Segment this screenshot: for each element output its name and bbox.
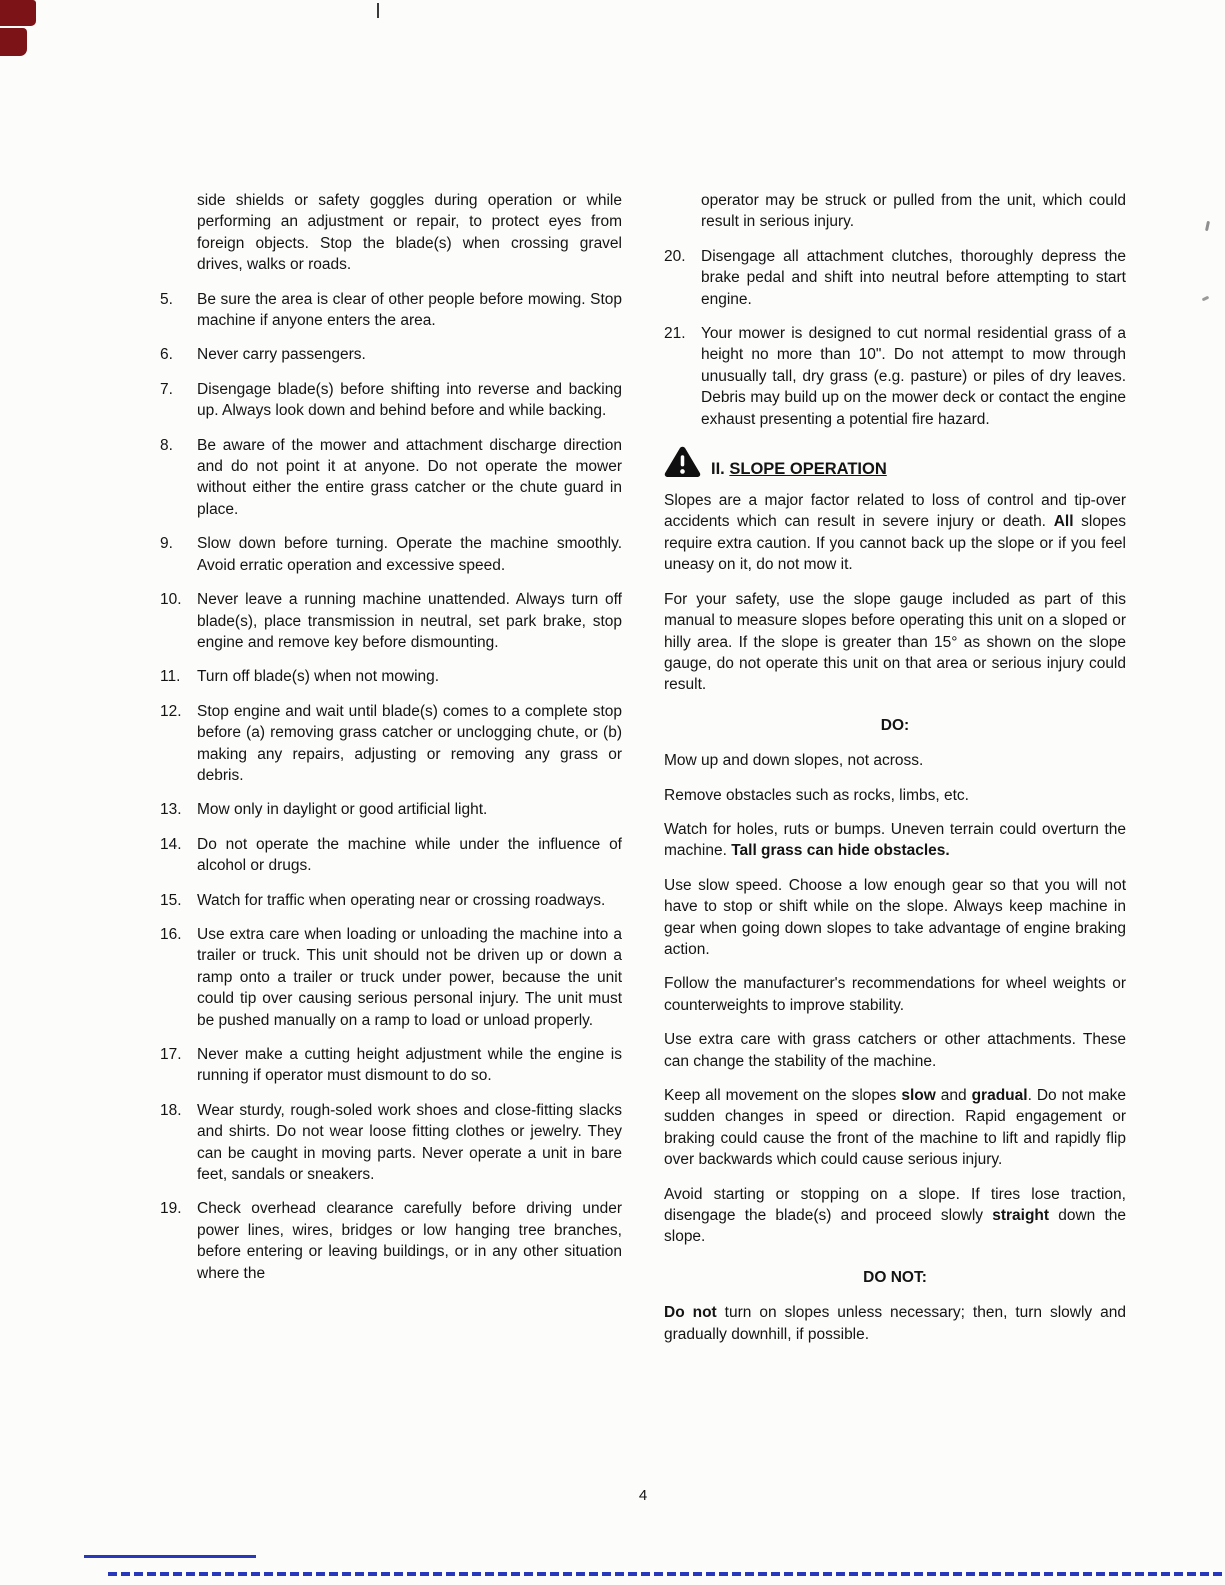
scan-blue-line-short: [84, 1555, 256, 1558]
page-number: 4: [638, 1487, 648, 1504]
item-number: 14.: [160, 835, 182, 853]
item-text: Mow only in daylight or good artificial light.: [197, 801, 488, 819]
numbered-list-item: [160, 289, 622, 332]
item-text: Your mower is designed to cut normal residential grass of a height no more than 10". Do not attempt to mow through unusually tall, dry grass (e.g. pasture) or piles of dry leaves. Debris may build up on the mower deck or contact the engine exhaust presenting a potential fire hazard.: [701, 325, 1126, 428]
paragraph: Keep all movement on the slopes slow and gradual. Do not make sudden changes in speed or direction. Rapid engagement or braking could cause the front of the machine to lift and rapidly flip over backwards which could cause serious injury.: [664, 1087, 1126, 1169]
slope-heading-text: [711, 460, 887, 478]
scan-blue-line-dashed: [108, 1572, 1225, 1576]
paragraph: Do not turn on slopes unless necessary; then, turn slowly and gradually downhill, if possible.: [664, 1304, 1126, 1343]
scan-stain-top-left-1: [0, 0, 36, 26]
item-number: 13.: [160, 801, 182, 819]
item-number: 10.: [160, 591, 182, 609]
numbered-list-item: [160, 379, 622, 422]
warning-triangle-icon: [664, 445, 701, 478]
item-number: 5.: [160, 290, 173, 308]
numbered-list-item: [160, 533, 622, 576]
item-number: 20.: [664, 247, 686, 265]
numbered-list-right: [664, 246, 1126, 430]
item-text: Turn off blade(s) when not mowing.: [197, 668, 440, 686]
right-column: [664, 190, 1126, 1358]
paragraph: Remove obstacles such as rocks, limbs, etc.: [664, 786, 969, 804]
lead-paragraph-left: side shields or safety goggles during operation or while performing an adjustment or repair, to protect eyes from foreign objects. Stop the blade(s) when crossing gravel drives, walks or roads.: [197, 192, 622, 274]
item-text: Watch for traffic when operating near or crossing roadways.: [197, 891, 606, 909]
slope-paragraph: Slopes are a major factor related to loss of control and tip-over accidents which can result in severe injury or death. All slopes require extra caution. If you cannot back up the slope or if you feel uneasy on it, do not mow it.: [664, 492, 1126, 574]
numbered-list-item: [664, 323, 1126, 430]
lead-paragraph-right: operator may be struck or pulled from the unit, which could result in serious injury.: [701, 192, 1126, 231]
numbered-list-item: [160, 834, 622, 877]
paragraph: Use extra care with grass catchers or other attachments. These can change the stability of the machine.: [664, 1031, 1126, 1070]
item-text: Disengage blade(s) before shifting into reverse and backing up. Always look down and behind before and while backing.: [197, 380, 622, 420]
item-text: Slow down before turning. Operate the machine smoothly. Avoid erratic operation and excessive speed.: [197, 535, 622, 574]
item-text: Stop engine and wait until blade(s) comes to a complete stop before (a) removing grass catcher or unclogging chute, or (b) making any repairs, adjusting or removing any grass or debris.: [197, 702, 622, 784]
item-text: Never make a cutting height adjustment while the engine is running if operator must dismount to do so.: [197, 1046, 622, 1085]
numbered-list-left: [160, 289, 622, 1284]
item-number: 6.: [160, 346, 173, 364]
scan-mark-top-center: [377, 3, 379, 18]
item-number: 16.: [160, 925, 182, 943]
item-number: 12.: [160, 702, 182, 720]
numbered-list-item: [160, 589, 622, 653]
scan-mark-right-1: [1205, 221, 1210, 231]
item-text: Be aware of the mower and attachment discharge direction and do not point it at anyone. Do not operate the mower without either the entire grass catcher or the chute guard in place.: [197, 436, 622, 518]
do-not-heading: DO NOT:: [863, 1268, 927, 1286]
item-number: 7.: [160, 380, 173, 398]
numbered-list-item: [160, 435, 622, 521]
item-text: Wear sturdy, rough-soled work shoes and close-fitting slacks and shirts. Do not wear loose fitting clothes or jewelry. They can be caught in moving parts. Never operate a unit in bare feet, sandals or sneakers.: [197, 1101, 622, 1184]
item-number: 11.: [160, 668, 181, 686]
do-heading: DO:: [880, 716, 910, 734]
paragraph: Watch for holes, ruts or bumps. Uneven terrain could overturn the machine. Tall grass can hide obstacles.: [664, 820, 1126, 860]
item-number: 15.: [160, 891, 182, 909]
numbered-list-item: [160, 701, 622, 787]
paragraph: Follow the manufacturer's recommendations for wheel weights or counterweights to improve stability.: [664, 975, 1126, 1014]
item-text: Never leave a running machine unattended. Always turn off blade(s), place transmission in neutral, set park brake, stop engine and remove key before dismounting.: [197, 591, 622, 651]
numbered-list-item: [160, 924, 622, 1031]
item-number: 21.: [664, 325, 686, 343]
item-text: Check overhead clearance carefully before driving under power lines, wires, bridges or low hanging tree branches, before entering or leaving buildings, or in any other situation where the: [197, 1200, 622, 1282]
slope-heading-title: SLOPE OPERATION: [729, 459, 887, 478]
numbered-list-item: [160, 1100, 622, 1186]
numbered-list-item: [160, 666, 622, 687]
item-number: 8.: [160, 436, 173, 454]
slope-heading-number: II.: [711, 459, 725, 478]
item-number: 9.: [160, 535, 173, 553]
paragraph: Avoid starting or stopping on a slope. If tires lose traction, disengage the blade(s) and proceed slowly straight down the slope.: [664, 1185, 1126, 1246]
numbered-list-item: [160, 799, 622, 820]
slope-paragraph: For your safety, use the slope gauge included as part of this manual to measure slopes before operating this unit on a sloped or hilly area. If the slope is greater than 15° as shown on the slope gauge, do not operate this unit on that area or serious injury could result.: [664, 590, 1126, 694]
item-number: 18.: [160, 1101, 182, 1119]
paragraph: Mow up and down slopes, not across.: [664, 752, 924, 770]
scan-mark-right-2: [1202, 296, 1210, 302]
do-paragraph-list: [664, 750, 1126, 1248]
numbered-list-item: [160, 344, 622, 365]
item-text: Do not operate the machine while under the influence of alcohol or drugs.: [197, 835, 622, 875]
item-text: Use extra care when loading or unloading the machine into a trailer or truck. This unit should not be driven up or down a ramp onto a trailer or truck under power, because the unit could tip over causing serious personal injury. The unit must be pushed manually on a ramp to load or unload properly.: [197, 925, 622, 1029]
scan-stain-top-left-2: [0, 28, 27, 56]
numbered-list-item: [664, 246, 1126, 310]
item-text: Disengage all attachment clutches, thoroughly depress the brake pedal and shift into neutral before attempting to start engine.: [701, 247, 1126, 308]
item-text: Never carry passengers.: [197, 346, 366, 364]
left-column: [160, 190, 622, 1297]
numbered-list-item: [160, 1198, 622, 1284]
item-number: 17.: [160, 1046, 182, 1063]
numbered-list-item: [160, 890, 622, 911]
item-text: Be sure the area is clear of other people before mowing. Stop machine if anyone enters the area.: [197, 290, 622, 330]
slope-operation-heading: [664, 445, 1126, 478]
numbered-list-item: [160, 1044, 622, 1087]
item-number: 19.: [160, 1200, 182, 1218]
do-not-paragraph-list: [664, 1302, 1126, 1345]
paragraph: Use slow speed. Choose a low enough gear so that you will not have to stop or shift while on the slope. Always keep machine in gear when going down slopes to take advantage of engine braking action.: [664, 876, 1126, 958]
